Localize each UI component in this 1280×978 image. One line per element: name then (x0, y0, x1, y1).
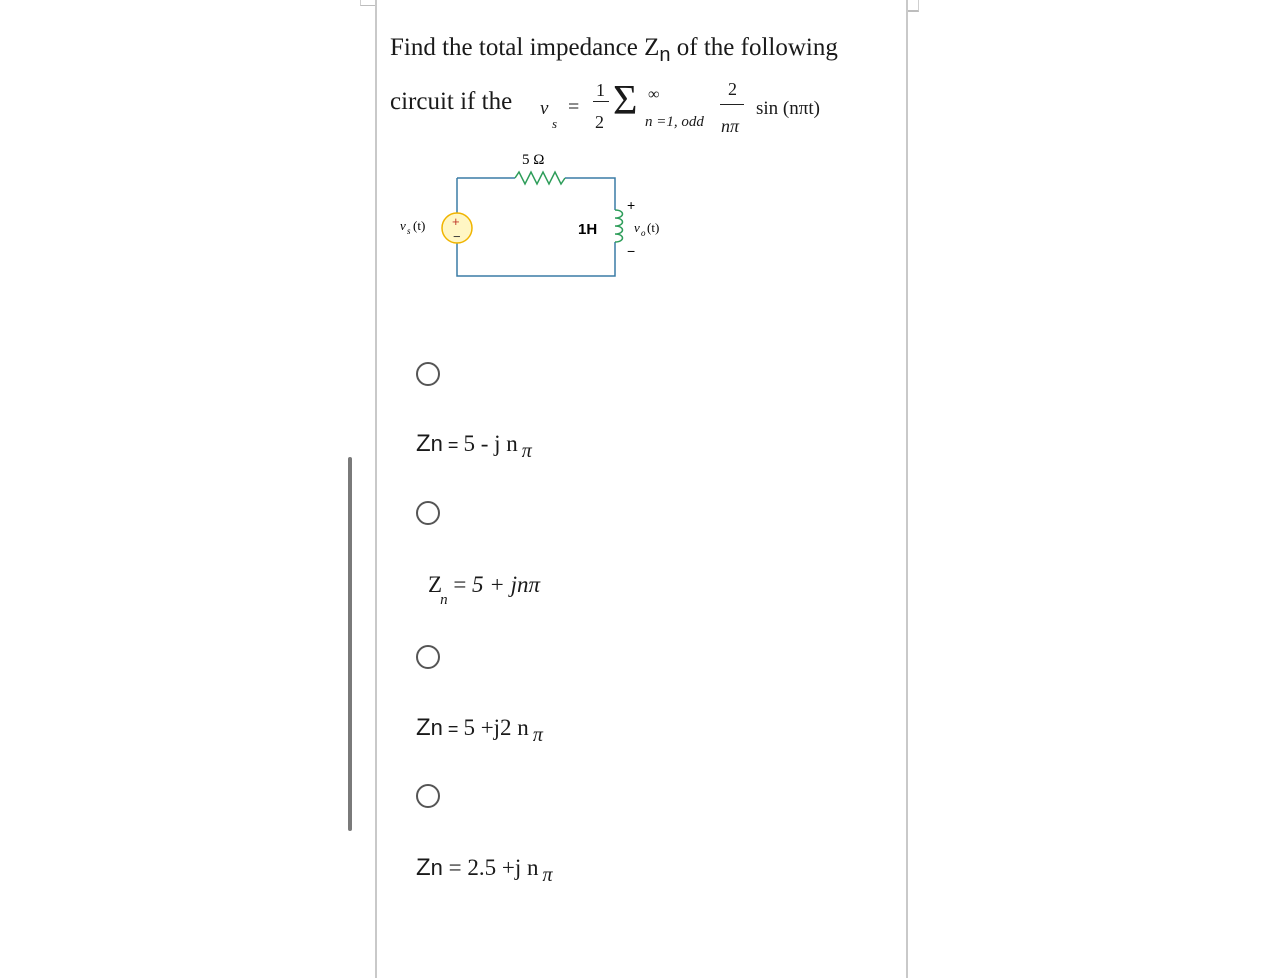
option-3-label[interactable]: Zn = 5 +j2 n π (416, 714, 543, 746)
source-label-arg: (t) (413, 218, 426, 233)
output-label: v (634, 220, 640, 235)
question-text-line2: circuit if the (390, 88, 513, 115)
output-label-arg: (t) (647, 220, 660, 235)
resistor-label: 5 Ω (522, 152, 545, 168)
output-label-sub: o (641, 228, 646, 238)
source-plus-sign: + (452, 214, 460, 229)
scrollbar-thumb[interactable] (348, 457, 352, 831)
option-4-label[interactable]: Zn = 2.5 +j n π (416, 854, 553, 886)
option-2-label[interactable]: $Z_n = 5 + jn\pi$ (428, 572, 540, 608)
option-2-radio[interactable] (416, 501, 440, 525)
option-1-radio[interactable] (416, 362, 440, 386)
fourier-formula: v s = 1 2 Σ ∞ n =1, odd 2 nπ sin (nπt) (540, 78, 820, 136)
resistor-symbol (515, 172, 565, 184)
source-label-sub: s (407, 226, 411, 236)
output-minus-sign: − (627, 243, 636, 259)
voltage-source-symbol (442, 213, 472, 244)
option-1-label[interactable]: Zn = 5 - j n π (416, 430, 532, 462)
question-text-line1: Find the total impedance $Z_n$ of the following (390, 34, 838, 66)
option-3-radio[interactable] (416, 645, 440, 669)
circuit-diagram (390, 140, 690, 290)
inductor-label: 1H (578, 221, 598, 238)
inductor-symbol (615, 210, 623, 242)
option-4-radio[interactable] (416, 784, 440, 808)
output-plus-sign: + (627, 197, 636, 213)
source-label: v (400, 218, 406, 233)
source-minus-sign: − (453, 229, 461, 244)
